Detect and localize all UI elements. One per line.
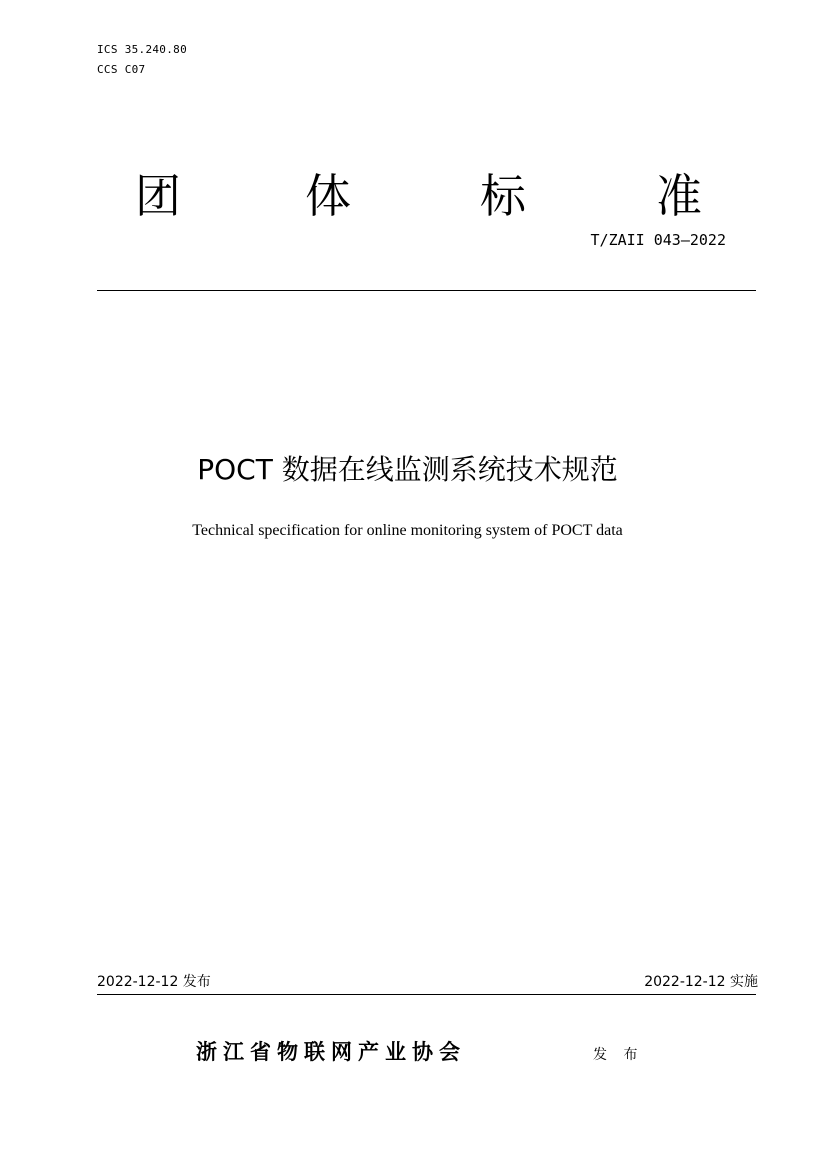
standard-type-char: 体 — [305, 169, 351, 223]
ccs-code: CCS C07 — [97, 63, 146, 76]
publisher-suffix: 发 布 — [593, 1047, 644, 1063]
standard-type-char: 标 — [480, 169, 526, 223]
document-title-en: Technical specification for online monitoring system of POCT data — [192, 522, 623, 539]
top-divider — [97, 290, 756, 291]
implement-date: 2022-12-12 实施 — [644, 974, 758, 990]
bottom-divider — [97, 994, 756, 995]
ics-code: ICS 35.240.80 — [97, 43, 187, 56]
standard-type-char: 准 — [656, 169, 702, 223]
standard-type-char: 团 — [135, 169, 181, 223]
publish-date: 2022-12-12 发布 — [97, 974, 211, 990]
standard-number: T/ZAII 043—2022 — [590, 231, 726, 249]
document-title-zh: POCT 数据在线监测系统技术规范 — [197, 453, 618, 486]
publisher-name: 浙江省物联网产业协会 — [196, 1040, 466, 1064]
